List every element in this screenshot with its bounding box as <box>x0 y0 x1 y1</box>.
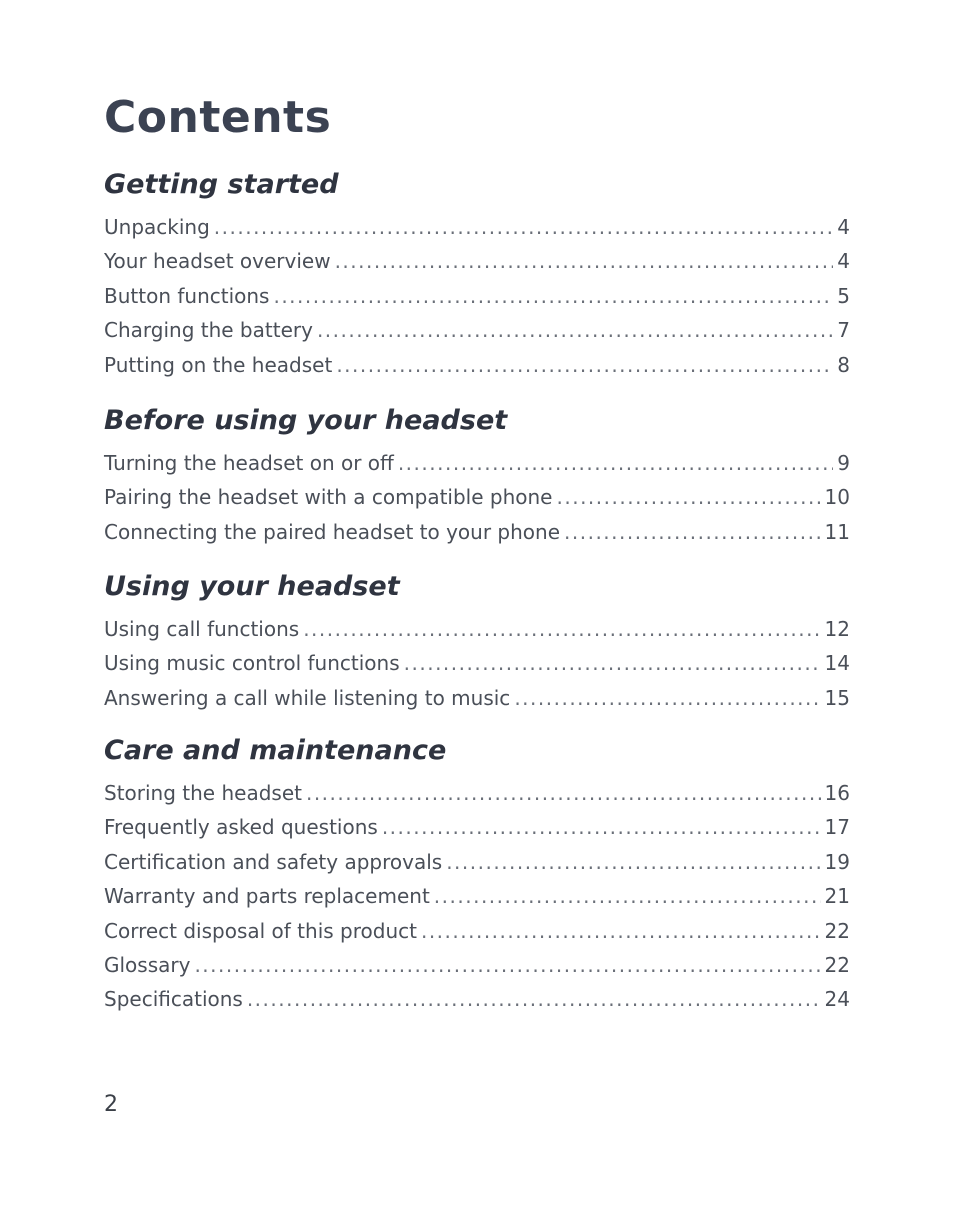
toc-entry-page: 21 <box>824 884 850 909</box>
section-heading: Getting started <box>104 169 339 200</box>
toc-entry-charging-battery[interactable] <box>104 313 850 347</box>
toc-entry-putting-on-headset[interactable] <box>104 348 850 382</box>
toc-entry-label: Warranty and parts replacement <box>104 884 430 909</box>
toc-entry-label: Your headset overview <box>104 249 331 274</box>
toc-entry-label: Turning the headset on or off <box>104 451 394 475</box>
toc-entry-label: Frequently asked questions <box>104 815 378 840</box>
dot-leader <box>273 279 833 313</box>
toc-entry-label: Unpacking <box>104 215 210 239</box>
dot-leader <box>317 313 833 347</box>
toc-entry-page: 17 <box>824 815 850 840</box>
toc-entry-label: Putting on the headset <box>104 352 333 377</box>
dot-leader <box>306 776 821 810</box>
dot-leader <box>335 244 834 278</box>
toc-entry-label: Connecting the paired headset to your phone <box>104 519 561 544</box>
toc-entry-page: 9 <box>837 451 850 475</box>
dot-leader <box>398 446 833 480</box>
toc-entry-page: 14 <box>824 651 850 676</box>
document-page <box>104 0 850 1218</box>
toc-entry-label: Certification and safety approvals <box>104 849 443 874</box>
toc-entry-page: 24 <box>824 987 850 1012</box>
dot-leader <box>382 810 821 844</box>
dot-leader <box>557 480 821 514</box>
toc-entry-headset-overview[interactable] <box>104 244 850 278</box>
toc-entry-label: Charging the battery <box>104 318 313 343</box>
toc-entry-turning-on-off[interactable] <box>104 446 850 480</box>
toc-entry-page: 4 <box>837 249 850 274</box>
toc-list <box>104 776 850 1017</box>
toc-entry-page: 12 <box>824 617 850 641</box>
dot-leader <box>564 515 821 549</box>
toc-entry-label: Glossary <box>104 952 191 977</box>
toc-entry-faq[interactable] <box>104 810 850 844</box>
toc-entry-label: Pairing the headset with a compatible phone <box>104 485 553 510</box>
dot-leader <box>303 612 820 646</box>
toc-entry-page: 5 <box>837 283 850 308</box>
dot-leader <box>404 646 821 680</box>
toc-entry-pairing[interactable] <box>104 480 850 514</box>
section-heading: Care and maintenance <box>104 735 447 766</box>
section-heading: Using your headset <box>104 571 400 602</box>
toc-entry-label: Specifications <box>104 987 243 1012</box>
toc-entry-connecting[interactable] <box>104 515 850 549</box>
dot-leader <box>446 845 820 879</box>
toc-entry-page: 4 <box>837 215 850 239</box>
toc-entry-answering-call-music[interactable] <box>104 681 850 715</box>
page-title: Contents <box>104 92 332 143</box>
toc-entry-button-functions[interactable] <box>104 279 850 313</box>
toc-entry-page: 7 <box>837 318 850 343</box>
toc-entry-page: 11 <box>824 519 850 544</box>
dot-leader <box>194 948 820 982</box>
toc-entry-page: 8 <box>837 352 850 377</box>
toc-entry-label: Storing the headset <box>104 781 302 805</box>
toc-entry-label: Answering a call while listening to music <box>104 685 511 710</box>
toc-section-using-headset <box>104 566 850 715</box>
toc-entry-page: 22 <box>824 918 850 943</box>
toc-entry-specifications[interactable] <box>104 982 850 1016</box>
toc-entry-page: 19 <box>824 849 850 874</box>
toc-entry-warranty[interactable] <box>104 879 850 913</box>
toc-entry-music-control[interactable] <box>104 646 850 680</box>
toc-section-care-maintenance <box>104 730 850 1017</box>
toc-entry-label: Using call functions <box>104 617 300 641</box>
section-heading: Before using your headset <box>104 405 508 436</box>
toc-section-getting-started <box>104 164 850 382</box>
dot-leader <box>421 914 821 948</box>
dot-leader <box>434 879 821 913</box>
toc-entry-page: 10 <box>824 485 850 510</box>
dot-leader <box>247 982 821 1016</box>
toc-entry-page: 22 <box>824 952 850 977</box>
toc-entry-label: Using music control functions <box>104 651 400 676</box>
dot-leader <box>336 348 833 382</box>
toc-list <box>104 612 850 715</box>
toc-entry-storing[interactable] <box>104 776 850 810</box>
toc-entry-page: 16 <box>824 781 850 805</box>
dot-leader <box>214 210 833 244</box>
dot-leader <box>514 681 820 715</box>
toc-entry-label: Button functions <box>104 283 270 308</box>
page-number: 2 <box>104 1092 118 1117</box>
toc-entry-call-functions[interactable] <box>104 612 850 646</box>
toc-entry-unpacking[interactable] <box>104 210 850 244</box>
toc-list <box>104 446 850 549</box>
toc-entry-glossary[interactable] <box>104 948 850 982</box>
toc-section-before-using <box>104 400 850 549</box>
toc-entry-page: 15 <box>824 685 850 710</box>
toc-entry-disposal[interactable] <box>104 914 850 948</box>
toc-entry-certification[interactable] <box>104 845 850 879</box>
toc-entry-label: Correct disposal of this product <box>104 918 417 943</box>
toc-list <box>104 210 850 382</box>
